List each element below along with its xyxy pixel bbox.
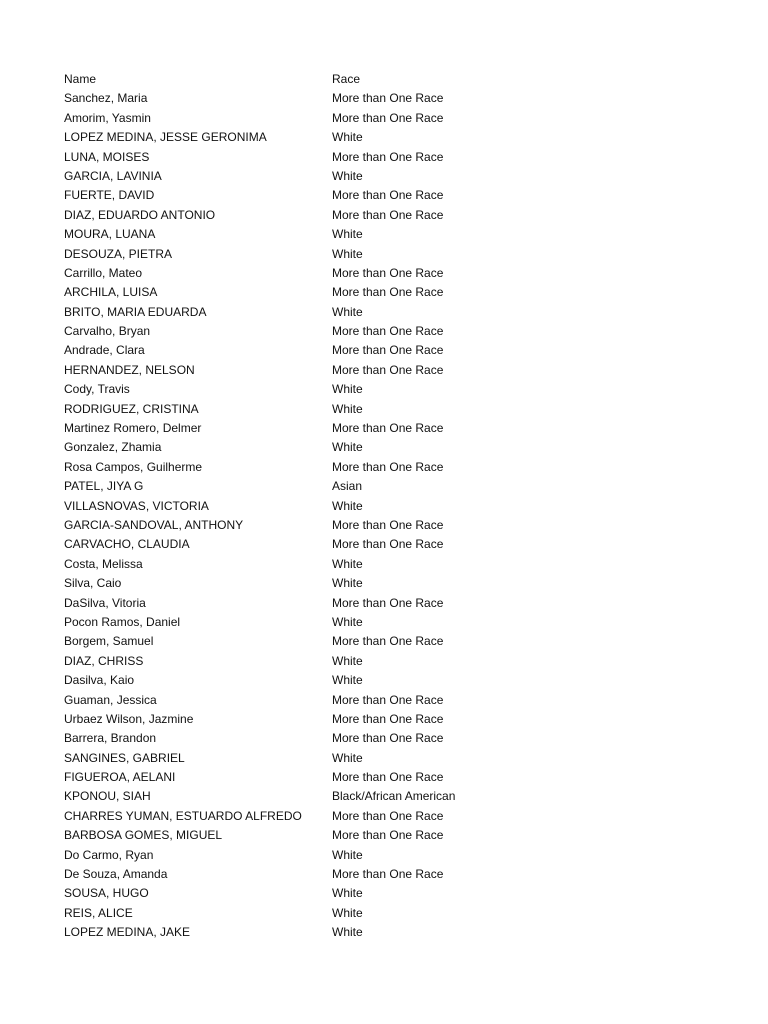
student-race: More than One Race: [332, 265, 444, 280]
student-name: Gonzalez, Zhamia: [64, 440, 162, 455]
table-row: [64, 632, 524, 651]
student-name: DIAZ, EDUARDO ANTONIO: [64, 207, 216, 222]
table-row: [64, 535, 524, 554]
student-race: Asian: [332, 479, 363, 494]
student-name: Costa, Melissa: [64, 556, 143, 571]
student-name: GARCIA-SANDOVAL, ANTHONY: [64, 517, 244, 532]
student-race: More than One Race: [332, 867, 444, 882]
student-name: Martinez Romero, Delmer: [64, 421, 202, 436]
student-race: More than One Race: [332, 517, 444, 532]
table-row: [64, 574, 524, 593]
student-race: White: [332, 673, 363, 688]
student-race: White: [332, 401, 363, 416]
student-name: ARCHILA, LUISA: [64, 285, 158, 300]
table-row: [64, 865, 524, 884]
student-name: FIGUEROA, AELANI: [64, 770, 176, 785]
student-race: White: [332, 886, 363, 901]
student-race: White: [332, 498, 363, 513]
table-row: [64, 691, 524, 710]
table-row: [64, 458, 524, 477]
student-race: White: [332, 614, 363, 629]
student-race: More than One Race: [332, 808, 444, 823]
student-race: White: [332, 304, 363, 319]
table-row: [64, 322, 524, 341]
table-row: [64, 89, 524, 108]
student-name: KPONOU, SIAH: [64, 789, 151, 804]
table-row: [64, 303, 524, 322]
table-row: [64, 148, 524, 167]
student-race: More than One Race: [332, 110, 444, 125]
table-body: [64, 89, 524, 942]
table-row: [64, 555, 524, 574]
student-name: Barrera, Brandon: [64, 731, 157, 746]
student-name: Andrade, Clara: [64, 343, 145, 358]
student-name: Carrillo, Mateo: [64, 265, 143, 280]
student-race: More than One Race: [332, 828, 444, 843]
student-race: More than One Race: [332, 207, 444, 222]
student-name: Amorim, Yasmin: [64, 110, 151, 125]
student-race: White: [332, 653, 363, 668]
student-name: BRITO, MARIA EDUARDA: [64, 304, 207, 319]
student-race: More than One Race: [332, 634, 444, 649]
student-race: More than One Race: [332, 149, 444, 164]
table-row: [64, 594, 524, 613]
student-name: LOPEZ MEDINA, JAKE: [64, 925, 191, 940]
student-race: More than One Race: [332, 595, 444, 610]
student-name: Do Carmo, Ryan: [64, 847, 154, 862]
student-name: Urbaez Wilson, Jazmine: [64, 711, 194, 726]
table-row: [64, 923, 524, 942]
student-race: More than One Race: [332, 343, 444, 358]
student-name: CHARRES YUMAN, ESTUARDO ALFREDO: [64, 808, 302, 823]
table-row: [64, 167, 524, 186]
student-name: SANGINES, GABRIEL: [64, 750, 185, 765]
student-race: White: [332, 440, 363, 455]
student-name: PATEL, JIYA G: [64, 479, 144, 494]
student-race: White: [332, 382, 363, 397]
student-name: Carvalho, Bryan: [64, 324, 151, 339]
student-race: White: [332, 556, 363, 571]
student-race: More than One Race: [332, 459, 444, 474]
table-row: [64, 613, 524, 632]
table-row: [64, 768, 524, 787]
student-race: White: [332, 246, 363, 261]
student-name: Borgem, Samuel: [64, 634, 154, 649]
table-row: [64, 749, 524, 768]
student-race: More than One Race: [332, 188, 444, 203]
table-row: [64, 225, 524, 244]
student-name: BARBOSA GOMES, MIGUEL: [64, 828, 223, 843]
student-race: More than One Race: [332, 537, 444, 552]
student-name: GARCIA, LAVINIA: [64, 168, 162, 183]
student-race: More than One Race: [332, 324, 444, 339]
student-race: More than One Race: [332, 711, 444, 726]
table-row: [64, 477, 524, 496]
table-row: [64, 497, 524, 516]
table-row: [64, 361, 524, 380]
student-name: VILLASNOVAS, VICTORIA: [64, 498, 209, 513]
table-row: [64, 710, 524, 729]
table-row: [64, 438, 524, 457]
student-race: White: [332, 847, 363, 862]
table-row: [64, 264, 524, 283]
student-race: More than One Race: [332, 91, 444, 106]
table-row: [64, 283, 524, 302]
student-name: Dasilva, Kaio: [64, 673, 135, 688]
student-race: White: [332, 905, 363, 920]
student-name: DaSilva, Vitoria: [64, 595, 146, 610]
table-row: [64, 341, 524, 360]
name-column-header: Name: [64, 72, 97, 86]
student-name: LOPEZ MEDINA, JESSE GERONIMA: [64, 130, 267, 145]
race-column-header: Race: [332, 72, 361, 86]
student-name: SOUSA, HUGO: [64, 886, 149, 901]
student-name: REIS, ALICE: [64, 905, 133, 920]
student-name: RODRIGUEZ, CRISTINA: [64, 401, 199, 416]
student-name: Sanchez, Maria: [64, 91, 148, 106]
student-race: Black/African American: [332, 789, 456, 804]
table-row: [64, 245, 524, 264]
student-name: De Souza, Amanda: [64, 867, 168, 882]
student-name: DESOUZA, PIETRA: [64, 246, 173, 261]
student-race: More than One Race: [332, 285, 444, 300]
student-name: HERNANDEZ, NELSON: [64, 362, 195, 377]
student-race: White: [332, 925, 363, 940]
student-race: More than One Race: [332, 692, 444, 707]
roster-table: [64, 70, 524, 943]
table-row: [64, 380, 524, 399]
student-name: MOURA, LUANA: [64, 227, 156, 242]
table-row: [64, 787, 524, 806]
table-row: [64, 826, 524, 845]
header-row: [64, 70, 524, 89]
student-race: White: [332, 130, 363, 145]
student-race: White: [332, 168, 363, 183]
student-name: Pocon Ramos, Daniel: [64, 614, 181, 629]
student-name: CARVACHO, CLAUDIA: [64, 537, 190, 552]
table-row: [64, 109, 524, 128]
student-race: White: [332, 576, 363, 591]
student-name: Cody, Travis: [64, 382, 130, 397]
student-race: More than One Race: [332, 770, 444, 785]
table-row: [64, 400, 524, 419]
table-row: [64, 516, 524, 535]
table-row: [64, 419, 524, 438]
table-row: [64, 652, 524, 671]
student-name: DIAZ, CHRISS: [64, 653, 144, 668]
table-row: [64, 671, 524, 690]
student-race: More than One Race: [332, 362, 444, 377]
student-race: White: [332, 227, 363, 242]
student-name: Rosa Campos, Guilherme: [64, 459, 203, 474]
student-name: Guaman, Jessica: [64, 692, 157, 707]
table-row: [64, 128, 524, 147]
table-row: [64, 884, 524, 903]
student-name: FUERTE, DAVID: [64, 188, 155, 203]
student-race: More than One Race: [332, 421, 444, 436]
table-row: [64, 846, 524, 865]
table-row: [64, 807, 524, 826]
table-row: [64, 186, 524, 205]
student-race: More than One Race: [332, 731, 444, 746]
student-name: Silva, Caio: [64, 576, 122, 591]
student-race: White: [332, 750, 363, 765]
table-row: [64, 904, 524, 923]
student-name: LUNA, MOISES: [64, 149, 150, 164]
table-row: [64, 729, 524, 748]
table-row: [64, 206, 524, 225]
